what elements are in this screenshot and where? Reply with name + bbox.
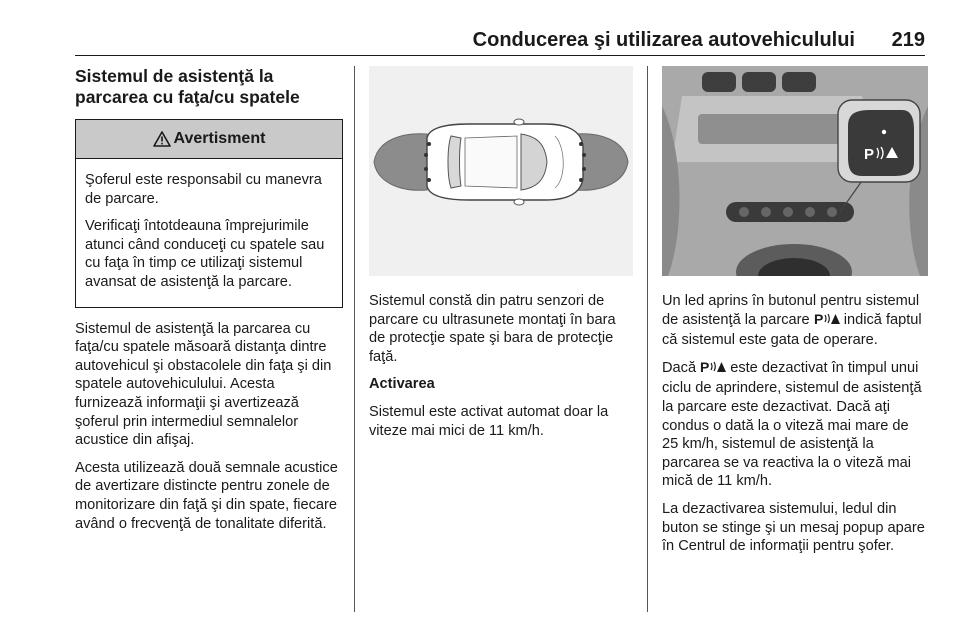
warning-box <box>75 119 343 308</box>
warning-title: Avertisment <box>173 129 266 147</box>
body-paragraph: Acesta utilizează două semnale acustice de avertizare distincte pentru zonele de monitorizare din faţă şi din spate, fiecare având o frecvenţă de tonalitate diferită. <box>75 459 338 532</box>
led-text-end: indică faptul că sistemul este gata de operare. <box>662 311 922 349</box>
activation-heading: Activarea <box>369 376 435 393</box>
body-paragraph: Sistemul de asistenţă la parcarea cu faţa/cu spatele măsoară distanţa dintre autovehicul şi obstacolele din faţa şi din spatele autovehiculului. Acesta furnizează informaţii şi avertizează şoferul prin intermediul semnalelor acustice din afişaj. <box>75 320 332 449</box>
led-text-start: Un led aprins în butonul pentru sistemul de asistenţă la parcare <box>662 293 920 328</box>
column-1 <box>75 66 343 542</box>
body-paragraph: La dezactivarea sistemului, ledul din buton se stinge şi un mesaj popup apare în Centrul de informaţii pentru şofer. <box>662 500 925 555</box>
svg-text:P: P <box>813 310 824 326</box>
column-divider <box>354 66 355 612</box>
warning-triangle-icon <box>153 131 171 147</box>
body-paragraph: Sistemul constă din patru senzori de parcare cu ultrasunete montaţi în bara de protecţie spate şi bara de protecţie faţă. <box>369 293 616 365</box>
section-title: Sistemul de asistenţă la parcarea cu faţa/cu spatele <box>75 66 300 107</box>
parking-assist-icon <box>814 311 840 332</box>
parking-assist-icon <box>700 359 726 380</box>
page-number: 219 <box>891 29 925 51</box>
sensor-zones-figure <box>369 66 633 276</box>
warning-header <box>76 120 342 159</box>
svg-text:P: P <box>864 146 875 163</box>
column-divider <box>647 66 648 612</box>
warning-body <box>76 159 342 307</box>
column-3 <box>662 66 928 565</box>
console-button-photo <box>662 66 928 276</box>
page-header <box>75 27 925 56</box>
warning-paragraph: Şoferul este responsabil cu manevra de parcare. <box>85 172 322 207</box>
header-title: Conducerea şi utilizarea autovehiculului <box>472 29 855 51</box>
svg-text:P: P <box>700 358 710 374</box>
column-2 <box>369 66 633 449</box>
warning-paragraph: Verificaţi întotdeauna împrejurimile atunci când conduceţi cu spatele sau cu faţa în timp ce utilizaţi sistemul avansat de asistenţă la parcare. <box>85 218 325 290</box>
deactivated-text-end: este dezactivat în timpul unui ciclu de aprindere, sistemul de asistenţă la parcare este dezactivat. Dacă aţi condus o dată la o viteză mai mare de 25 km/h, sistemul de asistenţă la parcarea se va reactiva la o viteză mai mică de 11 km/h. <box>662 359 922 490</box>
deactivated-text-start: Dacă <box>662 359 697 376</box>
activation-text: Sistemul este activat automat doar la viteze mai mici de 11 km/h. <box>369 403 609 439</box>
body-paragraph <box>662 359 928 491</box>
body-paragraph <box>662 292 928 350</box>
